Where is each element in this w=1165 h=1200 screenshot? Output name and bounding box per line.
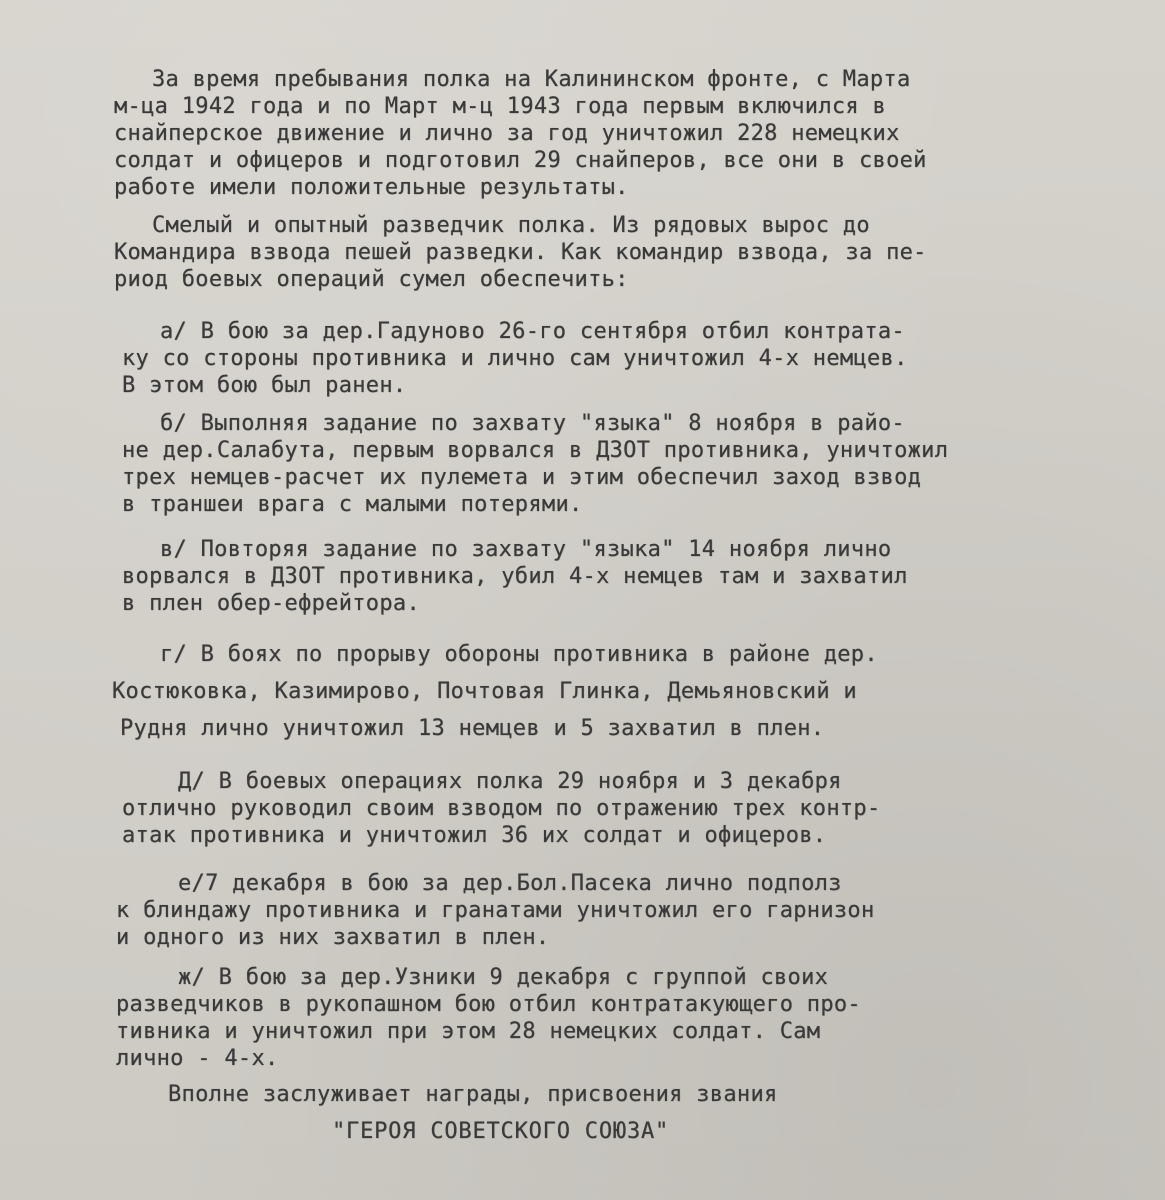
paragraph-item-e — [116, 870, 875, 951]
text-line: В этом бою был ранен. — [122, 373, 407, 398]
text-line: м-ца 1942 года и по Март м-ц 1943 года первым включился в — [114, 94, 887, 119]
text-line: лично - 4-х. — [116, 1046, 279, 1071]
paragraph-item-d — [122, 768, 881, 849]
closing-statement: Вполне заслуживает награды, присвоения звания — [168, 1082, 778, 1107]
paragraph-item-g — [112, 636, 878, 747]
text-line: тивника и уничтожил при этом 28 немецких солдат. Сам — [116, 1019, 821, 1044]
award-title: "ГЕРОЯ СОВЕТСКОГО СОЮЗА" — [332, 1119, 670, 1144]
text-line: Рудня лично уничтожил 13 немцев и 5 захватил в плен. — [120, 716, 825, 741]
text-line: отлично руководил своим взводом по отражению трех контр- — [122, 796, 881, 821]
text-line: б/ Выполняя задание по захвату "языка" 8 ноября в райо- — [160, 411, 905, 436]
text-line: Костюковка, Казимирово, Почтовая Глинка, Демьяновский и — [112, 679, 857, 704]
paragraph-item-zh — [116, 964, 861, 1072]
text-line: не дер.Салабута, первым ворвался в ДЗОТ противника, уничтожил — [122, 438, 949, 463]
text-line: в/ Повторяя задание по захвату "языка" 14 ноября лично — [160, 537, 892, 562]
text-line: к блиндажу противника и гранатами уничтожил его гарнизон — [116, 898, 875, 923]
text-line: ж/ В бою за дер.Узники 9 декабря с группой своих — [178, 965, 829, 990]
text-line: е/7 декабря в бою за дер.Бол.Пасека лично подполз — [178, 871, 842, 896]
text-line: ворвался в ДЗОТ противника, убил 4-х немцев там и захватил — [122, 564, 908, 589]
text-line: Смелый и опытный разведчик полка. Из рядовых вырос до — [152, 213, 870, 238]
text-line: Командира взвода пешей разведки. Как командир взвода, за пе- — [114, 240, 927, 265]
paragraph-item-b — [122, 410, 949, 518]
text-line: разведчиков в рукопашном бою отбил контратакующего про- — [116, 992, 861, 1017]
text-line: в траншеи врага с малыми потерями. — [122, 492, 583, 517]
text-line: работе имели положительные результаты. — [114, 175, 629, 200]
text-line: Д/ В боевых операциях полка 29 ноября и 3 декабря — [178, 769, 842, 794]
text-line: снайперское движение и лично за год уничтожил 228 немецких — [114, 121, 900, 146]
text-line: трех немцев-расчет их пулемета и этим обеспечил заход взвод — [122, 465, 922, 490]
text-line: ку со стороны противника и лично сам уничтожил 4-х немцев. — [122, 346, 908, 371]
text-line: г/ В боях по прорыву обороны противника в районе дер. — [160, 642, 878, 667]
paragraph-intro — [114, 66, 927, 201]
paragraph-item-v — [122, 536, 908, 617]
text-line: а/ В бою за дер.Гадуново 26-го сентября отбил контрата- — [160, 319, 905, 344]
paragraph-item-a — [122, 318, 908, 399]
text-line: атак противника и уничтожил 36 их солдат и офицеров. — [122, 823, 827, 848]
text-line: солдат и офицеров и подготовил 29 снайперов, все они в своей — [114, 148, 927, 173]
text-line: и одного из них захватил в плен. — [116, 925, 550, 950]
paragraph-scout — [114, 212, 927, 293]
text-line: риод боевых операций сумел обеспечить: — [114, 267, 629, 292]
text-line: За время пребывания полка на Калининском фронте, с Марта — [152, 67, 911, 92]
text-line: в плен обер-ефрейтора. — [122, 591, 420, 616]
